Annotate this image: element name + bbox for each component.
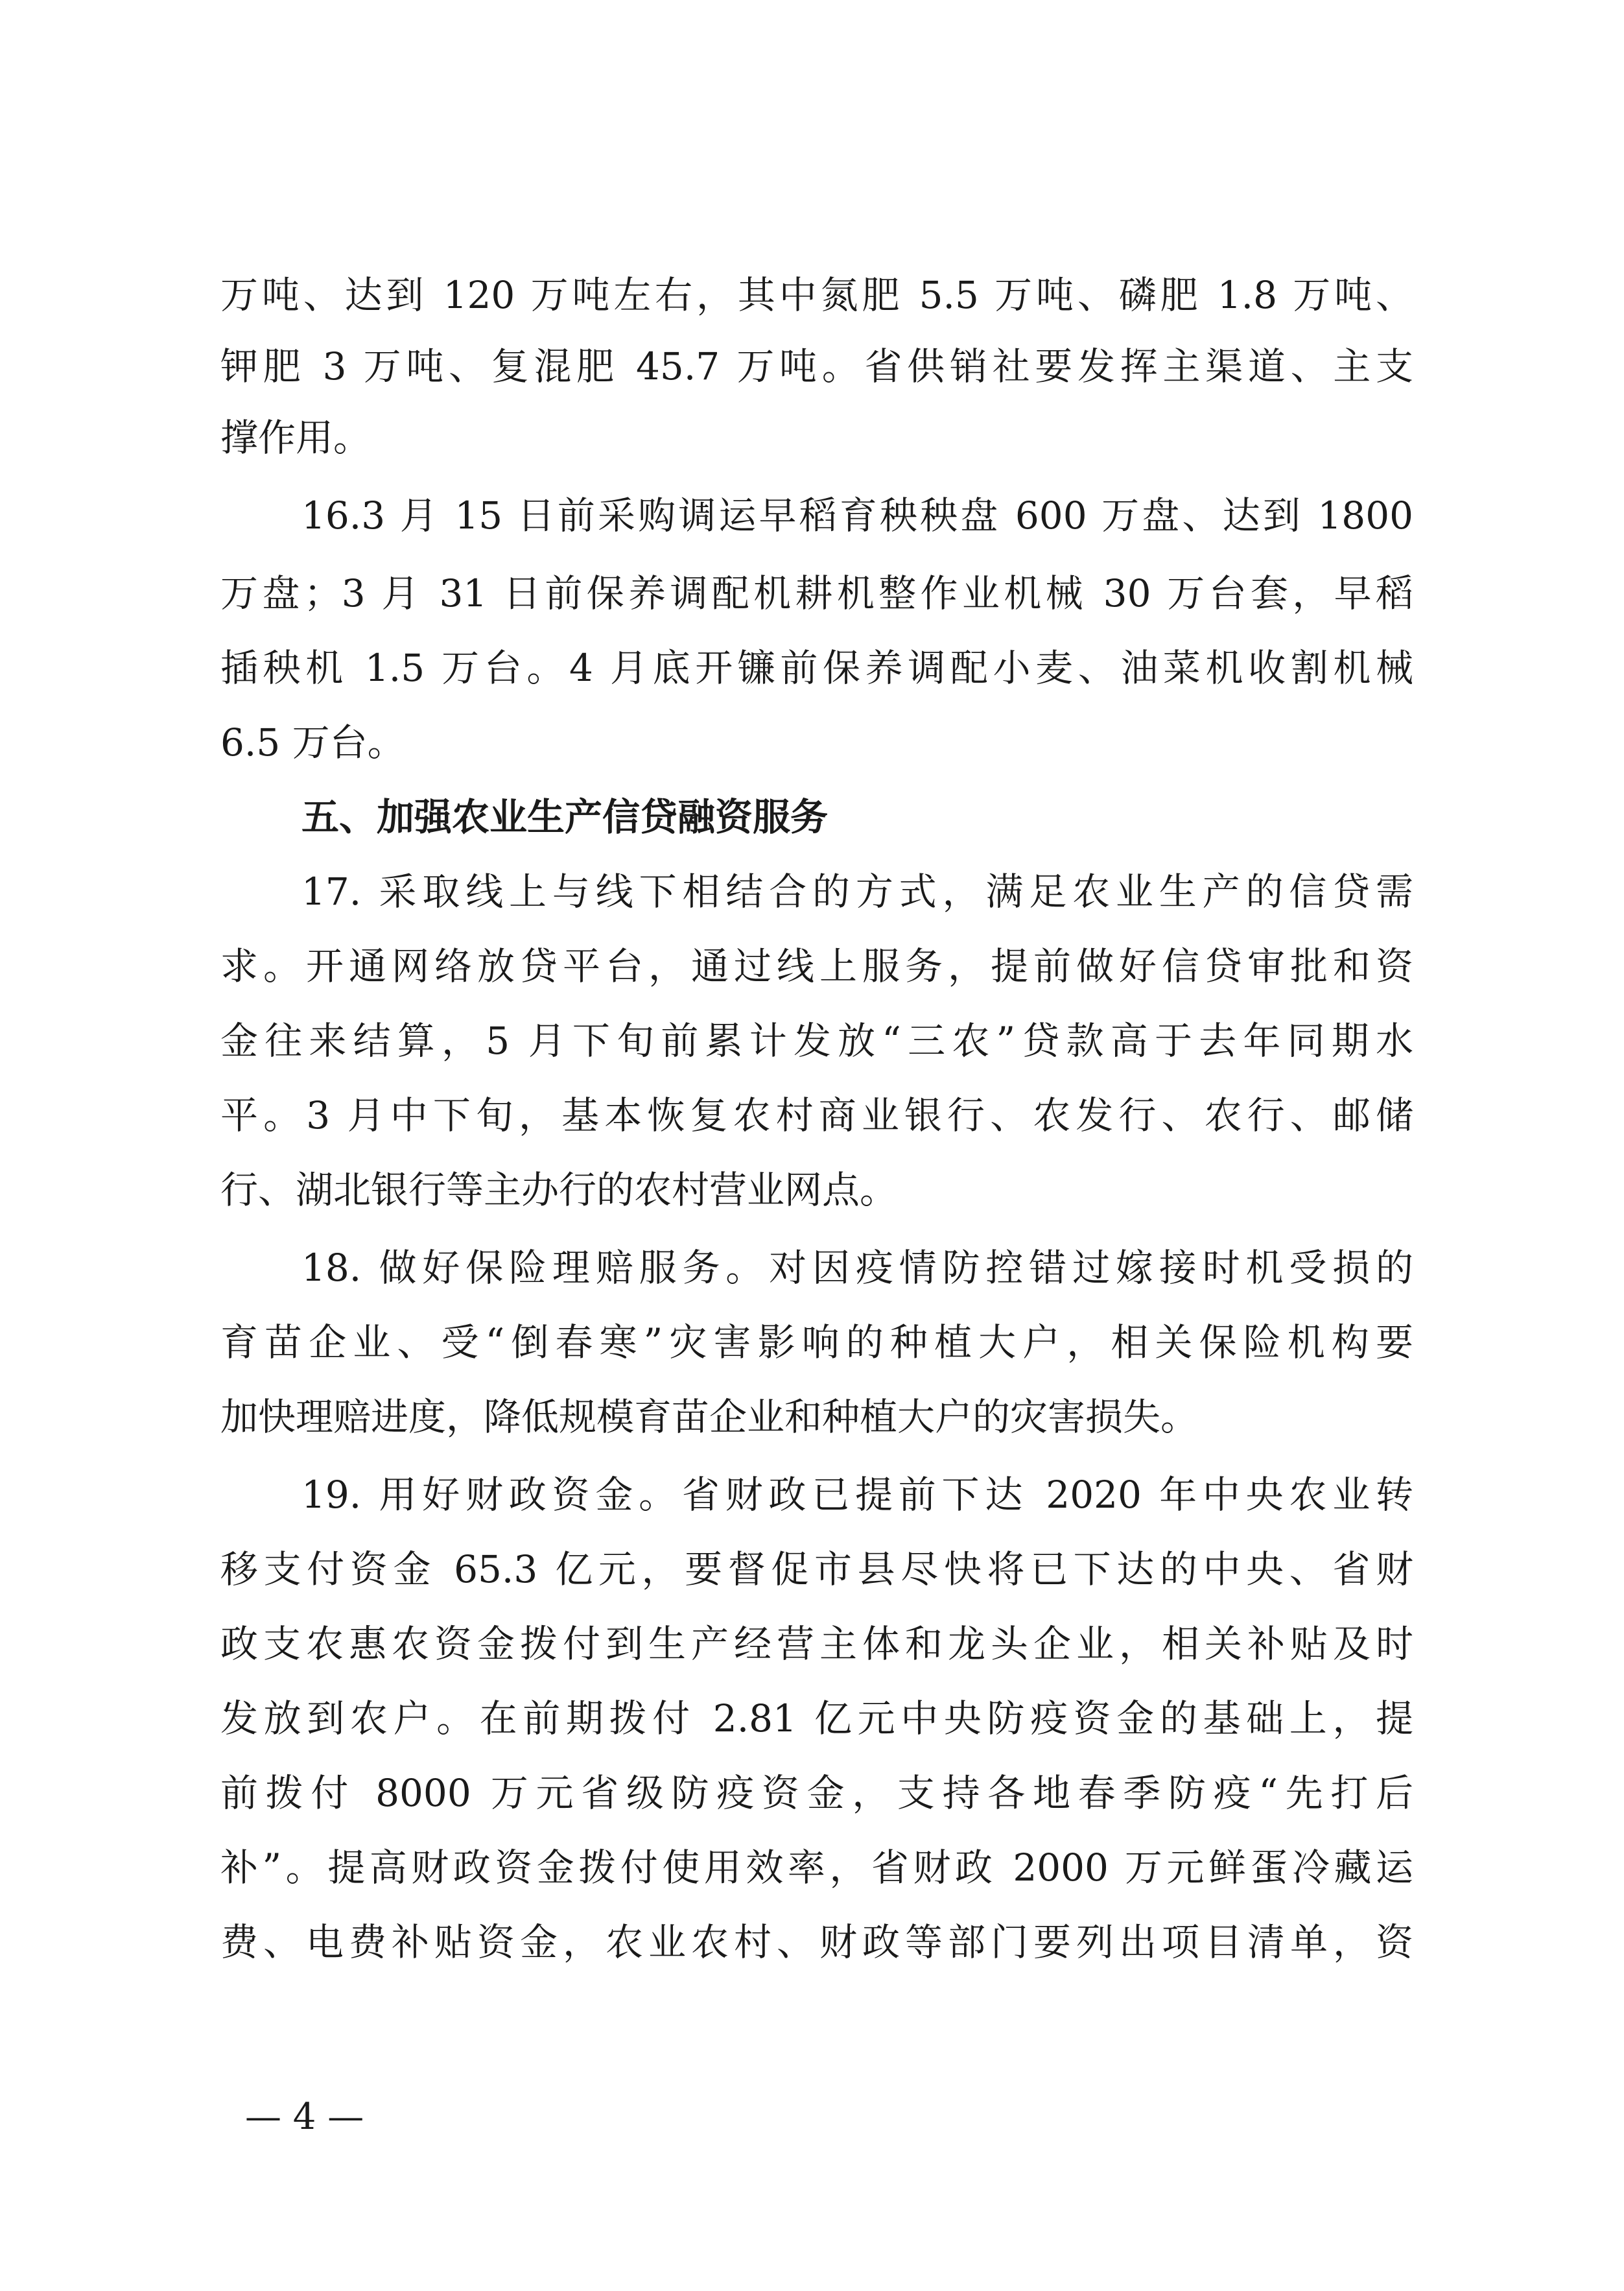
section-heading: 五、加强农业生产信贷融资服务 xyxy=(301,795,829,839)
page-number: — 4 — xyxy=(245,2096,364,2138)
text-line: 费、电费补贴资金，农业农村、财政等部门要列出项目清单，资 xyxy=(220,1920,1413,1964)
text-line: 19. 用好财政资金。省财政已提前下达 2020 年中央农业转 xyxy=(301,1473,1413,1517)
text-line: 撑作用。 xyxy=(220,416,371,460)
text-line: 求。开通网络放贷平台，通过线上服务，提前做好信贷审批和资 xyxy=(220,944,1413,988)
text-line: 6.5 万台。 xyxy=(220,720,405,765)
text-line: 插秧机 1.5 万台。4 月底开镰前保养调配小麦、油菜机收割机械 xyxy=(220,646,1413,690)
text-line: 政支农惠农资金拨付到生产经营主体和龙头企业，相关补贴及时 xyxy=(220,1622,1413,1666)
text-line: 金往来结算，5 月下旬前累计发放“三农”贷款高于去年同期水 xyxy=(220,1019,1413,1063)
text-line: 万吨、达到 120 万吨左右，其中氮肥 5.5 万吨、磷肥 1.8 万吨、 xyxy=(220,273,1413,317)
text-line: 移支付资金 65.3 亿元，要督促市县尽快将已下达的中央、省财 xyxy=(220,1547,1413,1591)
text-line: 发放到农户。在前期拨付 2.81 亿元中央防疫资金的基础上，提 xyxy=(220,1696,1413,1740)
text-line: 补”。提高财政资金拨付使用效率，省财政 2000 万元鲜蛋冷藏运 xyxy=(220,1846,1413,1890)
text-line: 前拨付 8000 万元省级防疫资金，支持各地春季防疫“先打后 xyxy=(220,1771,1413,1815)
text-line: 加快理赔进度，降低规模育苗企业和种植大户的灾害损失。 xyxy=(220,1395,1199,1439)
text-line: 17. 采取线上与线下相结合的方式，满足农业生产的信贷需 xyxy=(301,870,1413,914)
text-line: 平。3 月中下旬，基本恢复农村商业银行、农发行、农行、邮储 xyxy=(220,1093,1413,1137)
text-line: 万盘；3 月 31 日前保养调配机耕机整作业机械 30 万台套，早稻 xyxy=(220,571,1413,615)
text-line: 育苗企业、受“倒春寒”灾害影响的种植大户，相关保险机构要 xyxy=(220,1320,1413,1364)
text-line: 行、湖北银行等主办行的农村营业网点。 xyxy=(220,1168,898,1212)
text-line: 钾肥 3 万吨、复混肥 45.7 万吨。省供销社要发挥主渠道、主支 xyxy=(220,344,1413,388)
text-line: 16.3 月 15 日前采购调运早稻育秧秧盘 600 万盘、达到 1800 xyxy=(301,493,1413,538)
text-line: 18. 做好保险理赔服务。对因疫情防控错过嫁接时机受损的 xyxy=(301,1246,1413,1290)
